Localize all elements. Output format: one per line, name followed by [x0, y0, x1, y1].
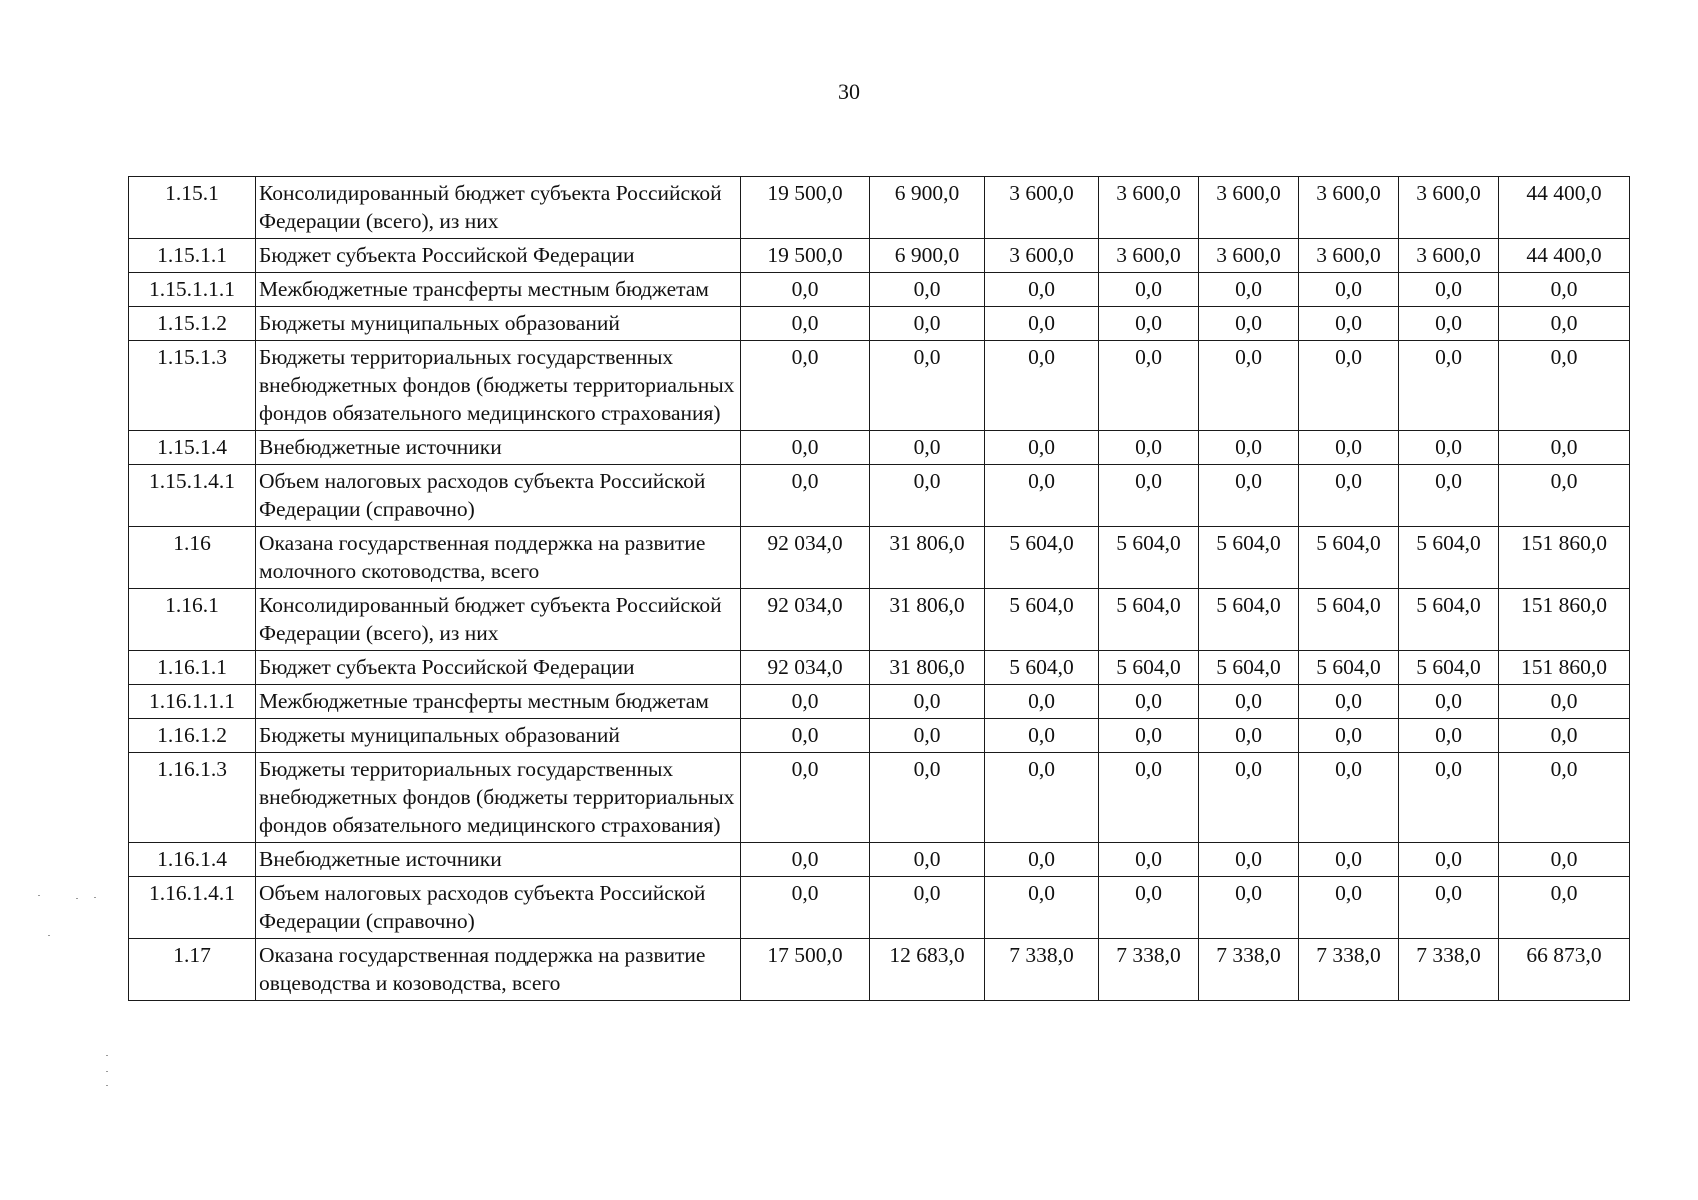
row-value: 0,0 — [1199, 465, 1299, 527]
row-value: 0,0 — [741, 465, 870, 527]
row-value: 0,0 — [1199, 877, 1299, 939]
row-name: Бюджет субъекта Российской Федерации — [256, 651, 741, 685]
row-value: 7 338,0 — [985, 939, 1099, 1001]
row-name: Межбюджетные трансферты местным бюджетам — [256, 685, 741, 719]
row-value: 31 806,0 — [870, 589, 985, 651]
row-value: 5 604,0 — [1199, 651, 1299, 685]
row-value: 19 500,0 — [741, 177, 870, 239]
row-value: 0,0 — [870, 273, 985, 307]
row-value: 5 604,0 — [1099, 527, 1199, 589]
table-row — [129, 239, 1630, 273]
row-value: 0,0 — [1299, 431, 1399, 465]
row-value: 0,0 — [1199, 431, 1299, 465]
row-total-value: 0,0 — [1499, 719, 1630, 753]
row-total-value: 0,0 — [1499, 341, 1630, 431]
row-value: 3 600,0 — [1199, 239, 1299, 273]
row-name: Межбюджетные трансферты местным бюджетам — [256, 273, 741, 307]
table-row — [129, 465, 1630, 527]
budget-table — [128, 176, 1630, 1001]
row-total-value: 151 860,0 — [1499, 589, 1630, 651]
row-value: 3 600,0 — [1199, 177, 1299, 239]
row-value: 92 034,0 — [741, 651, 870, 685]
row-value: 0,0 — [1199, 307, 1299, 341]
row-value: 0,0 — [870, 877, 985, 939]
row-value: 0,0 — [985, 685, 1099, 719]
row-value: 0,0 — [741, 273, 870, 307]
row-name: Внебюджетные источники — [256, 843, 741, 877]
row-name: Оказана государственная поддержка на развитие молочного скотоводства, всего — [256, 527, 741, 589]
row-value: 12 683,0 — [870, 939, 985, 1001]
row-value: 6 900,0 — [870, 239, 985, 273]
row-name: Объем налоговых расходов субъекта Российской Федерации (справочно) — [256, 465, 741, 527]
row-value: 5 604,0 — [1399, 651, 1499, 685]
table-row — [129, 527, 1630, 589]
row-value: 0,0 — [1299, 753, 1399, 843]
table-row — [129, 843, 1630, 877]
row-value: 5 604,0 — [1099, 651, 1199, 685]
row-total-value: 0,0 — [1499, 273, 1630, 307]
row-value: 0,0 — [1299, 307, 1399, 341]
row-code: 1.15.1.1 — [129, 239, 256, 273]
row-value: 3 600,0 — [1099, 239, 1199, 273]
row-total-value: 0,0 — [1499, 877, 1630, 939]
row-total-value: 44 400,0 — [1499, 177, 1630, 239]
row-value: 3 600,0 — [1299, 177, 1399, 239]
row-total-value: 0,0 — [1499, 431, 1630, 465]
row-value: 3 600,0 — [985, 239, 1099, 273]
row-code: 1.15.1.1.1 — [129, 273, 256, 307]
row-value: 5 604,0 — [985, 527, 1099, 589]
row-value: 0,0 — [1099, 877, 1199, 939]
row-value: 0,0 — [985, 273, 1099, 307]
row-value: 0,0 — [1099, 685, 1199, 719]
row-value: 0,0 — [1299, 719, 1399, 753]
row-value: 0,0 — [1399, 465, 1499, 527]
row-total-value: 66 873,0 — [1499, 939, 1630, 1001]
row-value: 0,0 — [1299, 465, 1399, 527]
table-row — [129, 177, 1630, 239]
row-value: 5 604,0 — [1199, 589, 1299, 651]
row-code: 1.17 — [129, 939, 256, 1001]
row-total-value: 0,0 — [1499, 465, 1630, 527]
row-value: 5 604,0 — [985, 589, 1099, 651]
table-row — [129, 753, 1630, 843]
table-row — [129, 939, 1630, 1001]
table-body — [129, 177, 1630, 1001]
row-code: 1.16.1.3 — [129, 753, 256, 843]
table-row — [129, 651, 1630, 685]
row-total-value: 151 860,0 — [1499, 527, 1630, 589]
row-total-value: 151 860,0 — [1499, 651, 1630, 685]
row-value: 5 604,0 — [1299, 527, 1399, 589]
row-value: 0,0 — [741, 843, 870, 877]
row-name: Внебюджетные источники — [256, 431, 741, 465]
row-value: 5 604,0 — [1199, 527, 1299, 589]
row-name: Оказана государственная поддержка на развитие овцеводства и козоводства, всего — [256, 939, 741, 1001]
row-value: 0,0 — [741, 341, 870, 431]
row-total-value: 44 400,0 — [1499, 239, 1630, 273]
row-name: Бюджеты территориальных государственных внебюджетных фондов (бюджеты территориальных фондов обязательного медицинского страхования) — [256, 753, 741, 843]
row-code: 1.16.1.2 — [129, 719, 256, 753]
row-value: 0,0 — [1099, 753, 1199, 843]
row-value: 0,0 — [741, 877, 870, 939]
row-value: 0,0 — [985, 753, 1099, 843]
row-total-value: 0,0 — [1499, 685, 1630, 719]
table-row — [129, 685, 1630, 719]
row-value: 0,0 — [1399, 685, 1499, 719]
row-value: 0,0 — [1199, 341, 1299, 431]
row-value: 0,0 — [870, 431, 985, 465]
row-value: 0,0 — [1099, 273, 1199, 307]
row-value: 92 034,0 — [741, 527, 870, 589]
row-value: 0,0 — [1099, 307, 1199, 341]
table-row — [129, 719, 1630, 753]
row-value: 0,0 — [985, 465, 1099, 527]
row-value: 5 604,0 — [1399, 589, 1499, 651]
row-value: 7 338,0 — [1399, 939, 1499, 1001]
table-row — [129, 341, 1630, 431]
row-name: Бюджеты муниципальных образований — [256, 307, 741, 341]
row-value: 3 600,0 — [1399, 239, 1499, 273]
row-value: 5 604,0 — [985, 651, 1099, 685]
row-value: 0,0 — [985, 431, 1099, 465]
row-value: 0,0 — [1399, 877, 1499, 939]
row-value: 5 604,0 — [1099, 589, 1199, 651]
table-row — [129, 307, 1630, 341]
row-value: 0,0 — [1299, 843, 1399, 877]
row-code: 1.15.1.2 — [129, 307, 256, 341]
row-value: 92 034,0 — [741, 589, 870, 651]
row-value: 0,0 — [1399, 753, 1499, 843]
row-value: 0,0 — [1299, 877, 1399, 939]
row-code: 1.15.1.4 — [129, 431, 256, 465]
row-value: 0,0 — [870, 753, 985, 843]
row-code: 1.16.1.1 — [129, 651, 256, 685]
row-value: 0,0 — [1199, 273, 1299, 307]
table-row — [129, 589, 1630, 651]
row-value: 0,0 — [985, 341, 1099, 431]
page-number: 30 — [838, 79, 860, 104]
row-code: 1.16.1.4.1 — [129, 877, 256, 939]
row-value: 0,0 — [1299, 273, 1399, 307]
row-value: 0,0 — [1299, 685, 1399, 719]
row-value: 6 900,0 — [870, 177, 985, 239]
row-total-value: 0,0 — [1499, 753, 1630, 843]
row-value: 0,0 — [985, 307, 1099, 341]
row-value: 0,0 — [1099, 843, 1199, 877]
row-value: 0,0 — [870, 465, 985, 527]
row-code: 1.16.1 — [129, 589, 256, 651]
row-value: 0,0 — [1099, 465, 1199, 527]
row-value: 0,0 — [1399, 307, 1499, 341]
row-value: 0,0 — [870, 685, 985, 719]
row-value: 0,0 — [1099, 341, 1199, 431]
row-code: 1.15.1.4.1 — [129, 465, 256, 527]
row-code: 1.16.1.1.1 — [129, 685, 256, 719]
row-value: 0,0 — [1399, 843, 1499, 877]
row-value: 0,0 — [1099, 431, 1199, 465]
row-value: 0,0 — [870, 341, 985, 431]
row-value: 5 604,0 — [1299, 651, 1399, 685]
row-value: 0,0 — [1299, 341, 1399, 431]
row-code: 1.15.1.3 — [129, 341, 256, 431]
row-name: Бюджет субъекта Российской Федерации — [256, 239, 741, 273]
row-value: 3 600,0 — [1099, 177, 1199, 239]
row-value: 0,0 — [870, 719, 985, 753]
row-value: 0,0 — [1199, 685, 1299, 719]
row-value: 0,0 — [985, 877, 1099, 939]
row-value: 0,0 — [1199, 843, 1299, 877]
row-value: 0,0 — [870, 843, 985, 877]
row-value: 0,0 — [1399, 341, 1499, 431]
row-value: 5 604,0 — [1399, 527, 1499, 589]
row-value: 31 806,0 — [870, 527, 985, 589]
row-value: 0,0 — [1399, 719, 1499, 753]
row-value: 0,0 — [741, 719, 870, 753]
row-value: 3 600,0 — [1299, 239, 1399, 273]
table-row — [129, 431, 1630, 465]
row-value: 0,0 — [985, 719, 1099, 753]
row-name: Объем налоговых расходов субъекта Российской Федерации (справочно) — [256, 877, 741, 939]
row-value: 0,0 — [870, 307, 985, 341]
row-code: 1.15.1 — [129, 177, 256, 239]
row-value: 19 500,0 — [741, 239, 870, 273]
row-value: 7 338,0 — [1299, 939, 1399, 1001]
row-value: 0,0 — [1199, 719, 1299, 753]
table-row — [129, 877, 1630, 939]
row-name: Консолидированный бюджет субъекта Российской Федерации (всего), из них — [256, 177, 741, 239]
row-total-value: 0,0 — [1499, 843, 1630, 877]
row-value: 0,0 — [1199, 753, 1299, 843]
row-value: 3 600,0 — [985, 177, 1099, 239]
row-name: Консолидированный бюджет субъекта Российской Федерации (всего), из них — [256, 589, 741, 651]
row-value: 7 338,0 — [1199, 939, 1299, 1001]
row-code: 1.16 — [129, 527, 256, 589]
row-code: 1.16.1.4 — [129, 843, 256, 877]
row-value: 5 604,0 — [1299, 589, 1399, 651]
row-value: 3 600,0 — [1399, 177, 1499, 239]
row-value: 0,0 — [741, 685, 870, 719]
row-value: 0,0 — [1399, 273, 1499, 307]
row-value: 17 500,0 — [741, 939, 870, 1001]
row-value: 0,0 — [741, 307, 870, 341]
row-name: Бюджеты территориальных государственных внебюджетных фондов (бюджеты территориальных фондов обязательного медицинского страхования) — [256, 341, 741, 431]
row-value: 0,0 — [1099, 719, 1199, 753]
row-value: 0,0 — [741, 431, 870, 465]
table-row — [129, 273, 1630, 307]
row-name: Бюджеты муниципальных образований — [256, 719, 741, 753]
row-value: 7 338,0 — [1099, 939, 1199, 1001]
row-total-value: 0,0 — [1499, 307, 1630, 341]
row-value: 0,0 — [1399, 431, 1499, 465]
row-value: 0,0 — [741, 753, 870, 843]
row-value: 0,0 — [985, 843, 1099, 877]
row-value: 31 806,0 — [870, 651, 985, 685]
scan-noise — [36, 895, 106, 1115]
